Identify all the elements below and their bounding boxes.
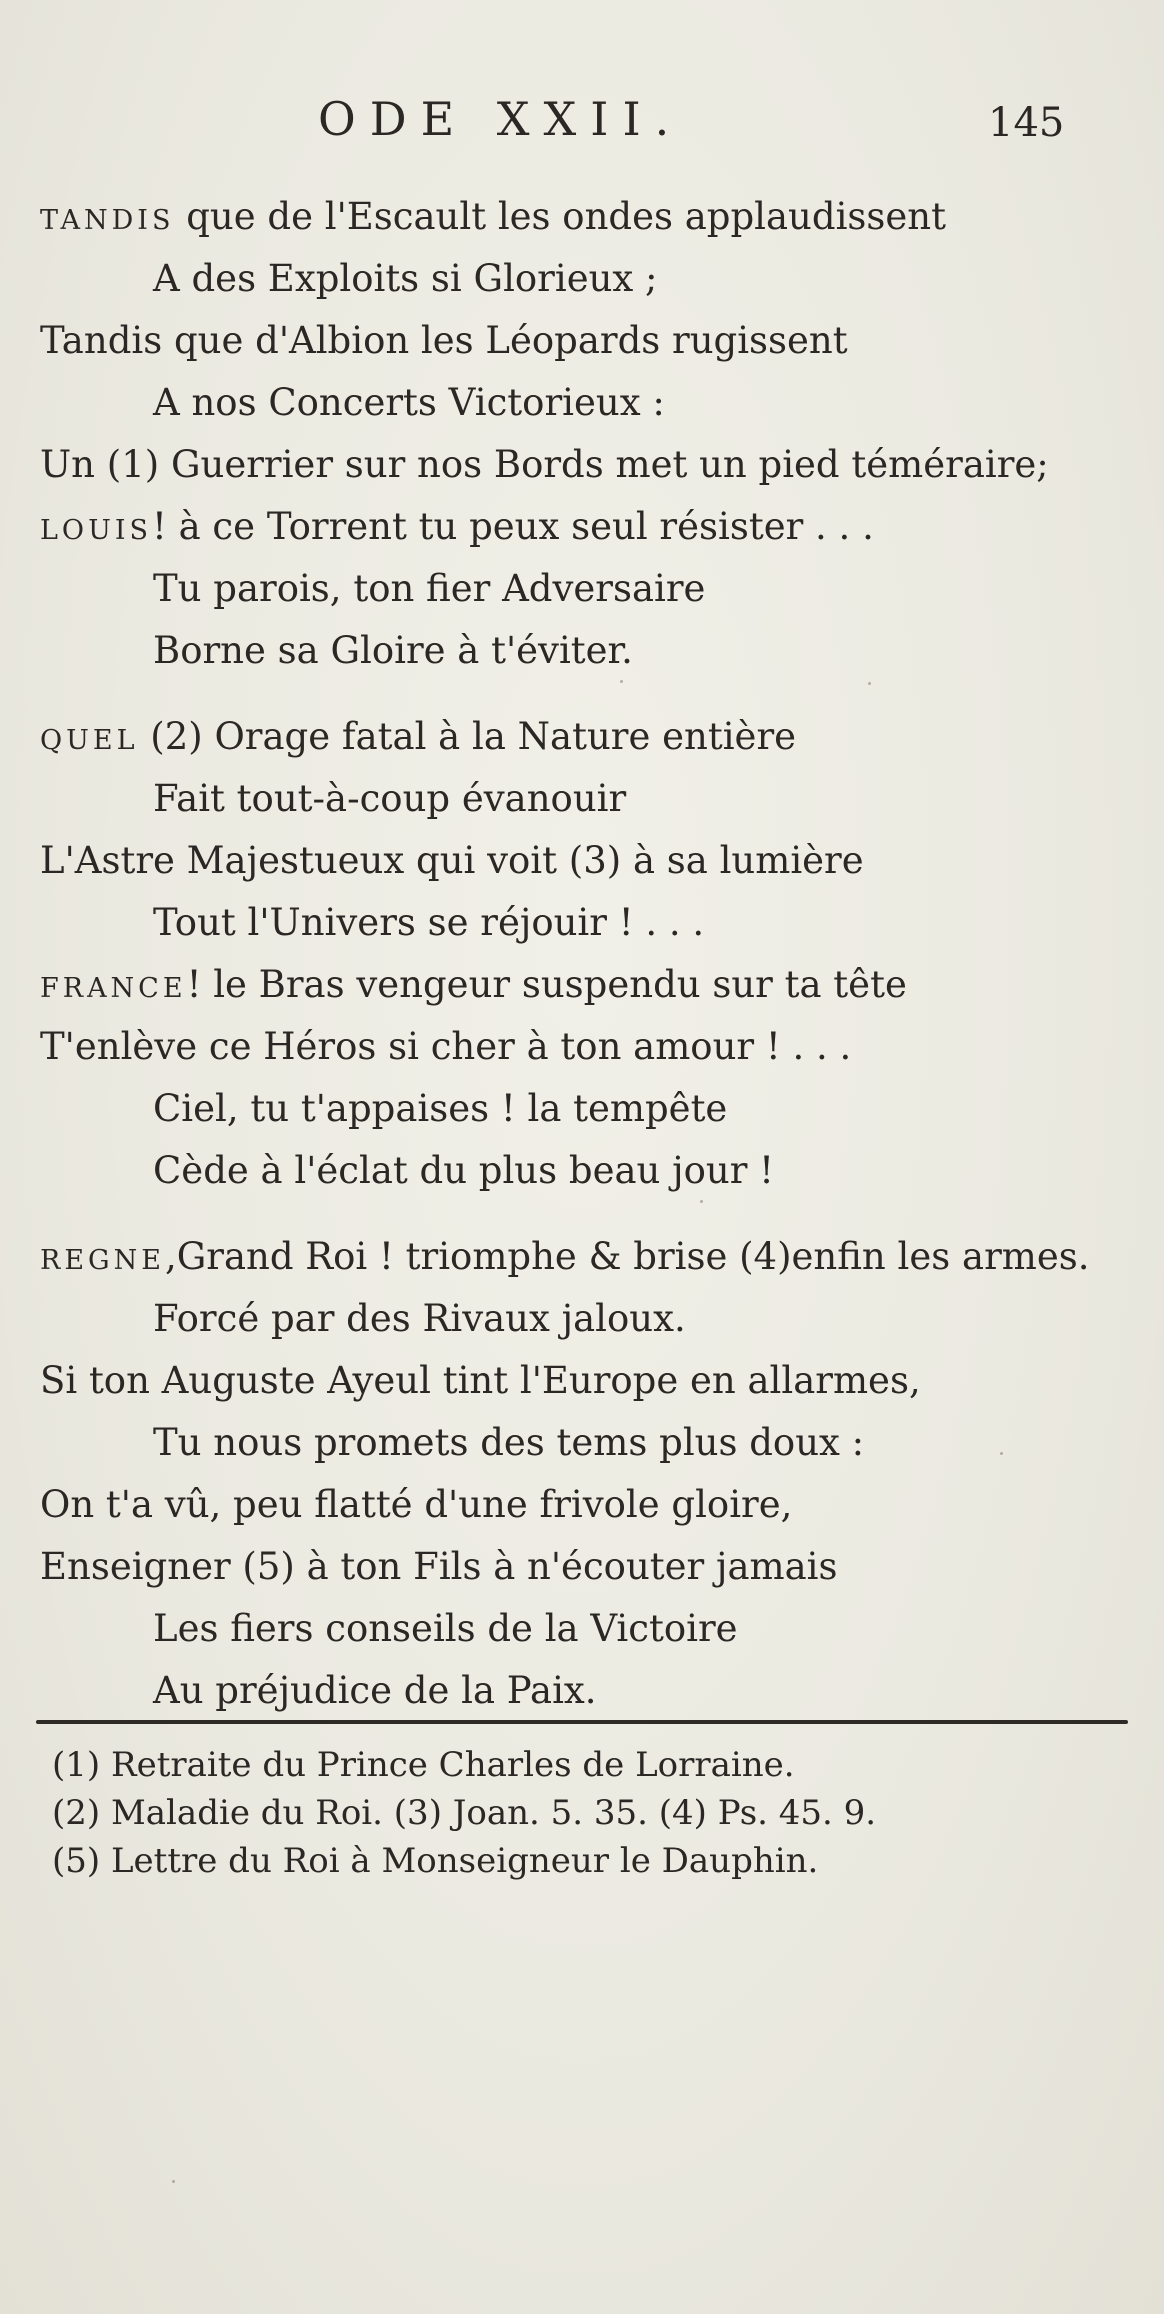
line-text: Borne sa Gloire à t'éviter. [153,629,633,672]
line-lead: LOUIS [40,515,152,546]
verse-line [153,777,627,820]
verse-line [40,1483,793,1526]
verse-line [40,839,864,882]
line-lead: TANDIS [40,205,175,236]
line-text: Les fiers conseils de la Victoire [153,1607,738,1650]
verse-line [40,1025,852,1068]
paper-speck [1000,1452,1003,1455]
line-text: ! à ce Torrent tu peux seul résister . . . [151,505,874,548]
line-text: Fait tout-à-coup évanouir [153,777,627,820]
verse-line [153,1669,597,1712]
verse-line [40,715,797,758]
verse-line [40,1359,921,1402]
line-text: Tandis que d'Albion les Léopards rugissent [40,319,848,362]
line-text: A des Exploits si Glorieux ; [153,257,658,300]
line-lead: REGNE [40,1245,165,1276]
line-text: ,Grand Roi ! triomphe & brise (4)enfin les armes. [164,1235,1090,1278]
footnote-rule [36,1720,1128,1724]
running-title: ODE XXII. [318,92,684,146]
verse-line [153,381,665,424]
verse-line [40,963,907,1006]
verse-line [40,1235,1090,1278]
paper-speck [868,682,871,685]
line-text: Cède à l'éclat du plus beau jour ! [153,1149,775,1192]
verse-line [40,319,848,362]
footnote: (2) Maladie du Roi. (3) Joan. 5. 35. (4) Ps. 45. 9. [52,1793,877,1833]
verse-line [40,443,1049,486]
paper-speck [700,1200,703,1203]
verse-line [153,901,705,944]
verse-line [153,1149,775,1192]
footnote: (1) Retraite du Prince Charles de Lorraine. [52,1745,795,1785]
line-text: Tout l'Univers se réjouir ! . . . [153,901,705,944]
line-text: ! le Bras vengeur suspendu sur ta tête [186,963,907,1006]
line-lead: QUEL [40,725,139,756]
line-text: Si ton Auguste Ayeul tint l'Europe en allarmes, [40,1359,921,1402]
line-text: que de l'Escault les ondes applaudissent [174,195,946,238]
verse-line [153,1087,728,1130]
line-text: Au préjudice de la Paix. [153,1669,597,1712]
line-text: Tu parois, ton fier Adversaire [153,567,706,610]
verse-line [153,1421,865,1464]
line-text: L'Astre Majestueux qui voit (3) à sa lumière [40,839,864,882]
line-text: T'enlève ce Héros si cher à ton amour ! . . . [40,1025,852,1068]
verse-line [40,1545,838,1588]
page-number: 145 [988,100,1065,146]
line-text: Tu nous promets des tems plus doux : [153,1421,865,1464]
verse-line [40,195,946,238]
line-text: Un (1) Guerrier sur nos Bords met un pied téméraire; [40,443,1049,486]
footnote: (5) Lettre du Roi à Monseigneur le Dauphin. [52,1841,819,1881]
paper-speck [172,2180,175,2183]
line-text: Enseigner (5) à ton Fils à n'écouter jamais [40,1545,838,1588]
paper-speck [620,680,623,683]
line-text: (2) Orage fatal à la Nature entière [138,715,797,758]
verse-line [153,629,633,672]
line-text: A nos Concerts Victorieux : [153,381,665,424]
line-text: On t'a vû, peu flatté d'une frivole gloire, [40,1483,793,1526]
line-text: Forcé par des Rivaux jaloux. [153,1297,686,1340]
line-lead: FRANCE [40,973,187,1004]
verse-line [153,567,706,610]
verse-line [153,257,658,300]
line-text: Ciel, tu t'appaises ! la tempête [153,1087,728,1130]
verse-line [40,505,874,548]
verse-line [153,1607,738,1650]
verse-line [153,1297,686,1340]
page-header [0,92,1164,152]
